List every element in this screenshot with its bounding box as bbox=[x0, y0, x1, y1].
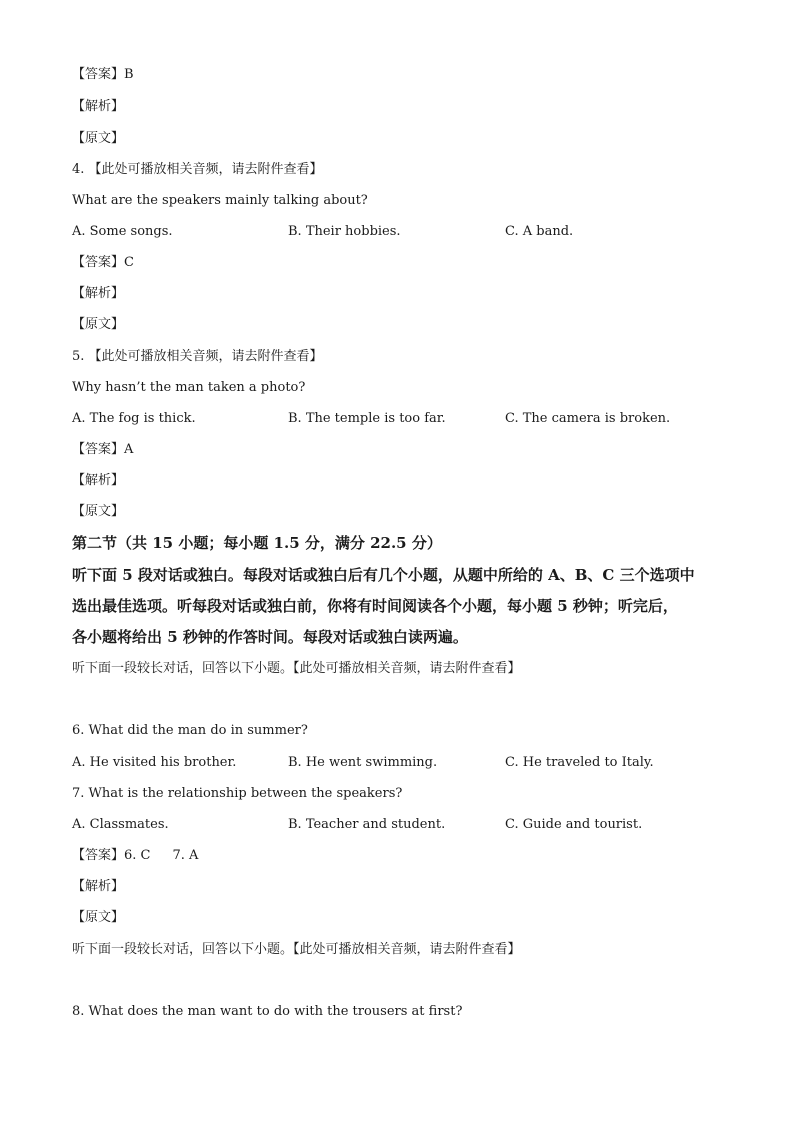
answer-line-3 bbox=[72, 66, 134, 84]
dialogue-intro-1: 听下面一段较长对话，回答以下小题。【此处可播放相关音频，请去附件查看】 bbox=[72, 661, 521, 676]
q67-analysis-label: 【解析】 bbox=[72, 879, 125, 894]
q7-option-a: A. Classmates. bbox=[72, 817, 169, 832]
q5-heading: 5. 【此处可播放相关音频，请去附件查看】 bbox=[72, 349, 323, 364]
q5-answer-line bbox=[72, 441, 133, 459]
dialogue-intro-2: 听下面一段较长对话，回答以下小题。【此处可播放相关音频，请去附件查看】 bbox=[72, 942, 521, 957]
q5-question: Why hasn’t the man taken a photo? bbox=[72, 380, 306, 395]
q5-option-b: B. The temple is too far. bbox=[288, 411, 446, 426]
q8-question: 8. What does the man want to do with the trousers at first? bbox=[72, 1004, 463, 1019]
q6-option-c: C. He traveled to Italy. bbox=[505, 755, 654, 770]
q67-answer-line bbox=[72, 847, 198, 865]
q6-option-b: B. He went swimming. bbox=[288, 755, 438, 770]
answer-label: 【答案】 bbox=[72, 67, 125, 82]
answer-label: 【答案】 bbox=[72, 442, 125, 457]
section-title: 第二节（共 15 小题；每小题 1.5 分，满分 22.5 分） bbox=[72, 534, 442, 552]
q6-option-a: A. He visited his brother. bbox=[72, 755, 237, 770]
answer-q7: 7. A bbox=[172, 848, 199, 863]
q4-original-label: 【原文】 bbox=[72, 317, 125, 332]
answer-value: B bbox=[124, 67, 134, 82]
analysis-label-3: 【解析】 bbox=[72, 99, 125, 114]
q4-option-b: B. Their hobbies. bbox=[288, 224, 401, 239]
q4-question: What are the speakers mainly talking about? bbox=[72, 193, 368, 208]
answer-q6: 6. C bbox=[124, 848, 151, 863]
section-instruction-1: 听下面 5 段对话或独白。每段对话或独白后有几个小题，从题中所给的 A、B、C 三个选项中 bbox=[72, 566, 695, 584]
answer-value: C bbox=[124, 255, 134, 270]
q5-analysis-label: 【解析】 bbox=[72, 473, 125, 488]
q7-option-b: B. Teacher and student. bbox=[288, 817, 446, 832]
q6-question: 6. What did the man do in summer? bbox=[72, 723, 308, 738]
answer-value: A bbox=[124, 442, 134, 457]
q4-option-a: A. Some songs. bbox=[72, 224, 173, 239]
q4-analysis-label: 【解析】 bbox=[72, 286, 125, 301]
section-instruction-3: 各小题将给出 5 秒钟的作答时间。每段对话或独白读两遍。 bbox=[72, 628, 468, 646]
q5-option-c: C. The camera is broken. bbox=[505, 411, 671, 426]
q4-option-c: C. A band. bbox=[505, 224, 574, 239]
answer-label: 【答案】 bbox=[72, 848, 125, 863]
answer-label: 【答案】 bbox=[72, 255, 125, 270]
original-label-3: 【原文】 bbox=[72, 131, 125, 146]
q5-option-a: A. The fog is thick. bbox=[72, 411, 196, 426]
q4-heading: 4. 【此处可播放相关音频，请去附件查看】 bbox=[72, 162, 323, 177]
q5-original-label: 【原文】 bbox=[72, 504, 125, 519]
q4-answer-line bbox=[72, 254, 134, 272]
section-instruction-2: 选出最佳选项。听每段对话或独白前，你将有时间阅读各个小题，每小题 5 秒钟；听完后， bbox=[72, 597, 678, 615]
q7-question: 7. What is the relationship between the speakers? bbox=[72, 786, 403, 801]
q7-option-c: C. Guide and tourist. bbox=[505, 817, 643, 832]
q67-original-label: 【原文】 bbox=[72, 910, 125, 925]
